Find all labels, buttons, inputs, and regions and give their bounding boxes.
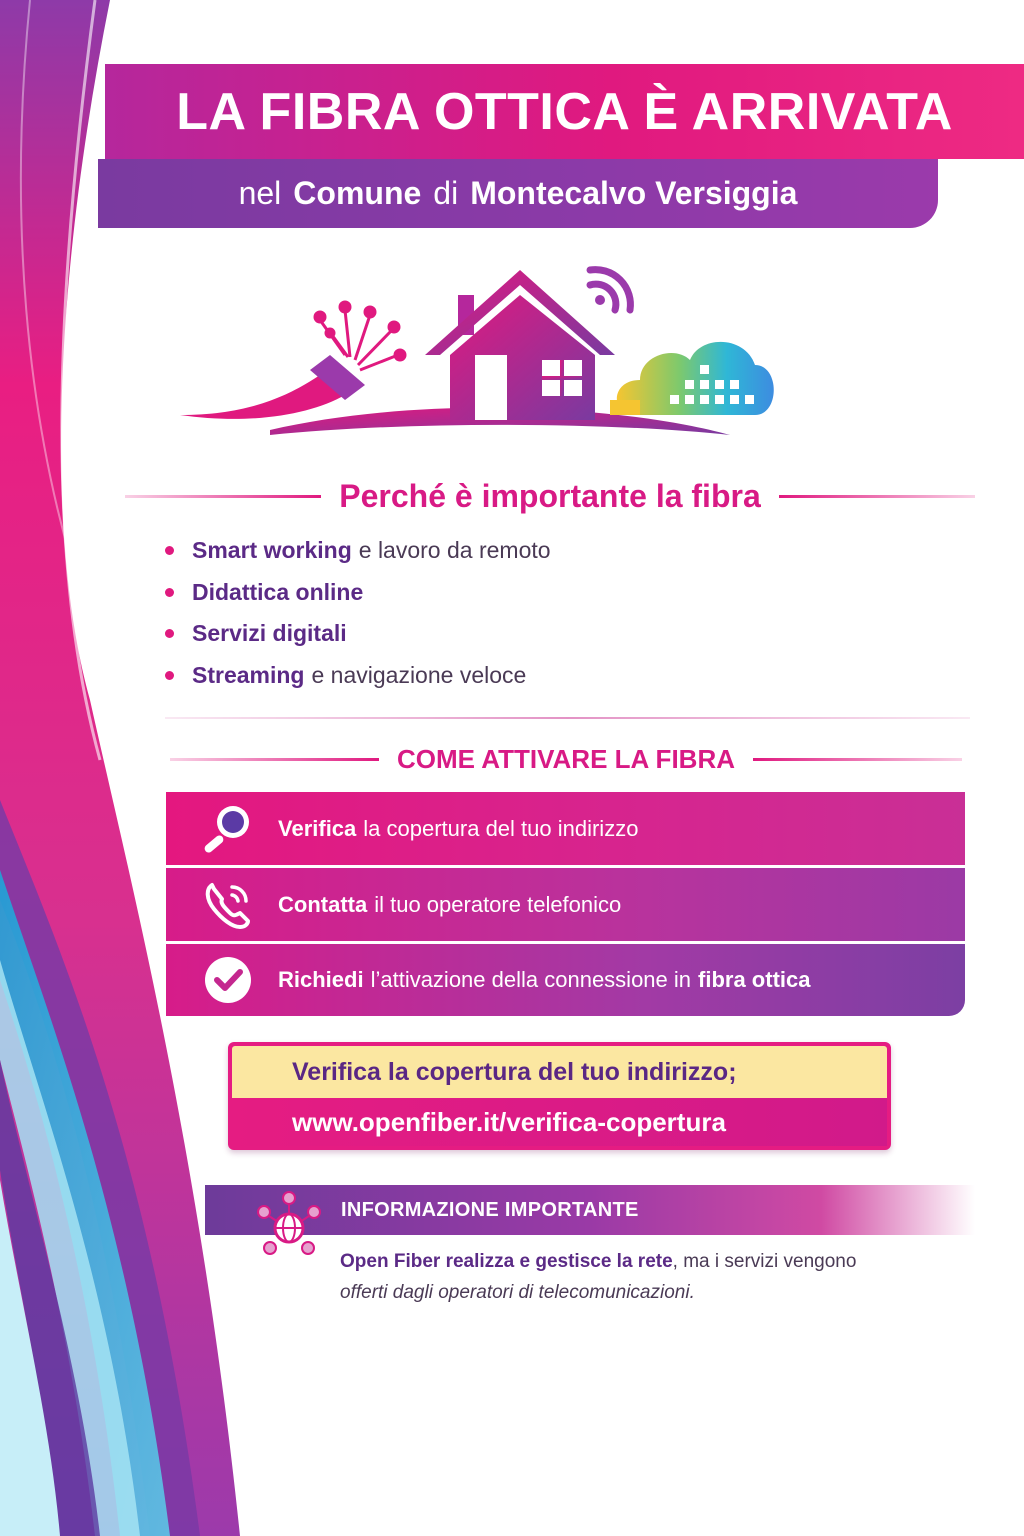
phone-icon	[198, 875, 258, 935]
section-divider	[165, 717, 970, 719]
benefit-bold: Streaming	[192, 661, 305, 688]
heading-rule-left	[125, 495, 321, 498]
bullet-icon	[165, 629, 174, 638]
benefit-text: e lavoro da remoto	[358, 537, 551, 564]
subtitle-banner	[98, 159, 938, 228]
activation-steps	[166, 792, 965, 1016]
step-contact	[166, 868, 965, 944]
info-bold: Open Fiber realizza e gestisce la rete	[340, 1251, 673, 1272]
info-italic: offerti dagli operatori di telecomunicazioni.	[340, 1282, 695, 1303]
step-request	[166, 944, 965, 1016]
benefit-bold: Servizi digitali	[192, 620, 347, 647]
list-item	[165, 655, 865, 697]
subtitle-comune: Comune	[293, 175, 422, 211]
why-heading-row	[125, 478, 975, 515]
step-text: il tuo operatore telefonico	[374, 891, 622, 917]
list-item	[165, 572, 865, 614]
step-verify	[166, 792, 965, 868]
coverage-check-text: Verifica la copertura del tuo indirizzo;	[232, 1046, 887, 1098]
why-heading: Perché è importante la fibra	[339, 478, 761, 514]
heading-rule-left	[170, 758, 379, 761]
bullet-icon	[165, 588, 174, 597]
bullet-icon	[165, 546, 174, 555]
step-bold-end: fibra ottica	[698, 967, 811, 992]
check-icon	[198, 950, 258, 1010]
page-title: LA FIBRA OTTICA È ARRIVATA	[176, 82, 953, 141]
benefit-bold: Smart working	[192, 537, 352, 564]
coverage-check-box[interactable]	[228, 1042, 891, 1150]
step-bold: Richiedi	[278, 967, 364, 992]
info-text	[340, 1246, 940, 1308]
magnifier-icon	[198, 799, 258, 859]
step-text: l’attivazione della connessione in	[370, 967, 692, 992]
subtitle-di: di	[433, 175, 459, 211]
bullet-icon	[165, 671, 174, 680]
info-rest: , ma i servizi vengono	[672, 1251, 857, 1272]
how-heading: COME ATTIVARE LA FIBRA	[397, 744, 735, 774]
heading-rule-right	[753, 758, 962, 761]
heading-rule-right	[779, 495, 975, 498]
how-heading-row	[170, 744, 962, 775]
network-globe-icon	[256, 1190, 322, 1256]
step-bold: Contatta	[278, 891, 368, 917]
subtitle-nel: nel	[238, 175, 282, 211]
step-bold: Verifica	[278, 815, 357, 841]
info-label: INFORMAZIONE IMPORTANTE	[341, 1198, 639, 1221]
fiber-house-cloud-illustration	[170, 255, 790, 445]
step-text: la copertura del tuo indirizzo	[363, 815, 639, 841]
benefits-list	[165, 530, 865, 696]
list-item	[165, 530, 865, 572]
subtitle-place: Montecalvo Versiggia	[470, 175, 798, 211]
list-item	[165, 613, 865, 655]
coverage-url-link[interactable]: www.openfiber.it/verifica-copertura	[232, 1098, 887, 1146]
title-banner	[105, 64, 1024, 159]
benefit-text: e navigazione veloce	[311, 661, 527, 688]
benefit-bold: Didattica online	[192, 578, 364, 605]
